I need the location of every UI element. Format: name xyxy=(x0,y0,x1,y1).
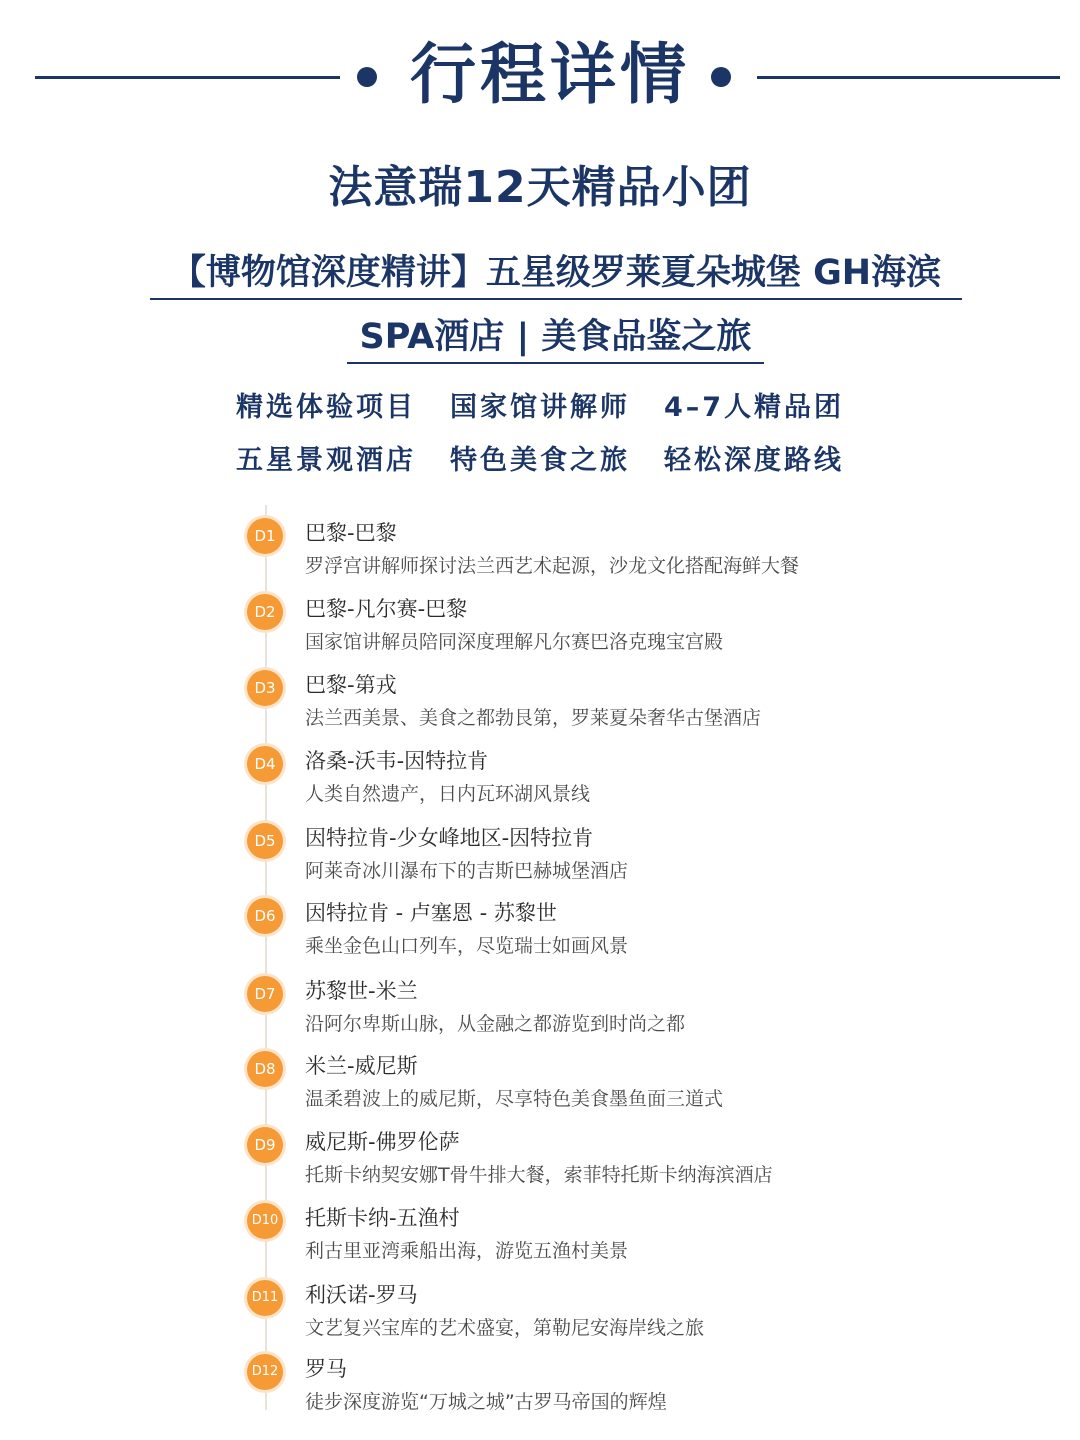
day-route: 因特拉肯-少女峰地区-因特拉肯 xyxy=(305,826,594,850)
day-description: 徒步深度游览“万城之城”古罗马帝国的辉煌 xyxy=(305,1391,667,1413)
itinerary-day xyxy=(245,746,1045,816)
day-badge: D12 xyxy=(247,1354,283,1390)
itinerary-day xyxy=(245,1203,1045,1273)
header-divider-left xyxy=(35,76,340,79)
day-description: 温柔碧波上的威尼斯，尽享特色美食墨鱼面三道式 xyxy=(305,1088,724,1110)
itinerary-day xyxy=(245,1354,1045,1424)
day-route: 巴黎-第戎 xyxy=(305,673,397,697)
day-badge: D11 xyxy=(247,1280,283,1316)
feature-item: 4–7人精品团 xyxy=(663,392,845,423)
day-description: 罗浮宫讲解师探讨法兰西艺术起源，沙龙文化搭配海鲜大餐 xyxy=(305,555,800,577)
itinerary-day xyxy=(245,1280,1045,1350)
section-header xyxy=(0,0,1080,140)
day-badge: D10 xyxy=(247,1203,283,1239)
day-description: 乘坐金色山口列车，尽览瑞士如画风景 xyxy=(305,935,629,957)
day-badge: D5 xyxy=(247,823,283,859)
day-description: 法兰西美景、美食之都勃艮第，罗莱夏朵奢华古堡酒店 xyxy=(305,707,762,729)
header-divider-right xyxy=(757,76,1060,79)
day-route: 苏黎世-米兰 xyxy=(305,979,418,1003)
day-route: 洛桑-沃韦-因特拉肯 xyxy=(305,749,489,773)
day-badge: D2 xyxy=(247,594,283,630)
day-route: 罗马 xyxy=(305,1357,347,1381)
itinerary-day xyxy=(245,1127,1045,1197)
day-description: 人类自然遗产，日内瓦环湖风景线 xyxy=(305,783,591,805)
header-dot-left xyxy=(357,67,377,87)
day-badge: D1 xyxy=(247,518,283,554)
itinerary-day xyxy=(245,823,1045,893)
day-description: 文艺复兴宝库的艺术盛宴，第勒尼安海岸线之旅 xyxy=(305,1317,705,1339)
itinerary-day xyxy=(245,976,1045,1046)
product-title-line-2: SPA酒店 | 美食品鉴之旅 xyxy=(347,312,764,364)
day-description: 阿莱奇冰川瀑布下的吉斯巴赫城堡酒店 xyxy=(305,860,629,882)
itinerary-day xyxy=(245,670,1045,740)
day-description: 托斯卡纳契安娜T骨牛排大餐，索菲特托斯卡纳海滨酒店 xyxy=(305,1164,773,1186)
feature-row-2 xyxy=(0,438,1080,477)
page-title: 行程详情 xyxy=(410,36,690,113)
day-route: 米兰-威尼斯 xyxy=(305,1054,418,1078)
day-description: 国家馆讲解员陪同深度理解凡尔赛巴洛克瑰宝宫殿 xyxy=(305,631,724,653)
day-badge: D7 xyxy=(247,976,283,1012)
product-subtitle: 法意瑞12天精品小团 xyxy=(328,162,752,213)
day-badge: D3 xyxy=(247,670,283,706)
feature-item: 精选体验项目 xyxy=(235,392,416,423)
feature-item: 轻松深度路线 xyxy=(664,445,844,476)
header-dot-right xyxy=(711,67,731,87)
day-route: 托斯卡纳-五渔村 xyxy=(305,1206,460,1230)
feature-item: 五星景观酒店 xyxy=(236,445,416,476)
itinerary-day xyxy=(245,594,1045,664)
day-badge: D4 xyxy=(247,746,283,782)
day-description: 沿阿尔卑斯山脉，从金融之都游览到时尚之都 xyxy=(305,1013,686,1035)
day-badge: D6 xyxy=(247,898,283,934)
day-route: 威尼斯-佛罗伦萨 xyxy=(305,1130,460,1154)
feature-item: 特色美食之旅 xyxy=(450,445,630,476)
day-route: 利沃诺-罗马 xyxy=(305,1283,418,1307)
itinerary-day xyxy=(245,898,1045,968)
day-badge: D9 xyxy=(247,1127,283,1163)
day-route: 因特拉肯 - 卢塞恩 - 苏黎世 xyxy=(305,901,557,925)
itinerary-day xyxy=(245,1051,1045,1121)
itinerary-day xyxy=(245,518,1045,588)
day-description: 利古里亚湾乘船出海，游览五渔村美景 xyxy=(305,1240,629,1262)
day-badge: D8 xyxy=(247,1051,283,1087)
product-title-line-1: 【博物馆深度精讲】五星级罗莱夏朵城堡 GH海滨 xyxy=(150,248,962,300)
day-route: 巴黎-凡尔赛-巴黎 xyxy=(305,597,468,621)
feature-item: 国家馆讲解师 xyxy=(449,392,630,423)
feature-row-1 xyxy=(0,385,1080,424)
day-route: 巴黎-巴黎 xyxy=(305,521,397,545)
